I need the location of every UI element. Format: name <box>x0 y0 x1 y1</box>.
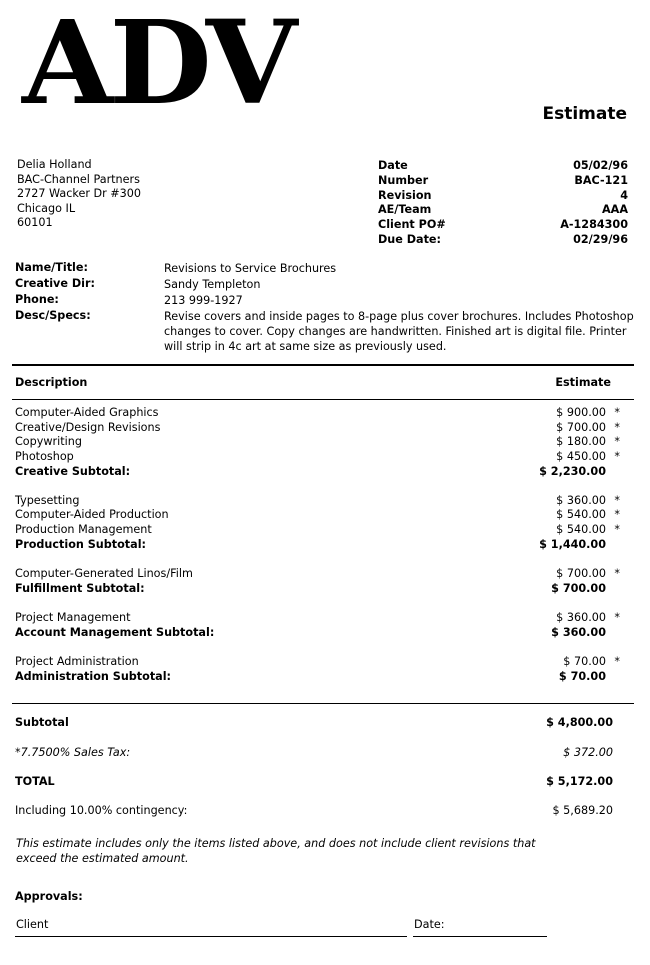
contingency-label: Including 10.00% contingency: <box>15 804 188 817</box>
meta-value: 05/02/96 <box>573 159 628 172</box>
item-description: Copywriting <box>15 435 82 448</box>
subtotal-amount: $ 2,230.00 <box>539 465 606 478</box>
item-description: Computer-Aided Production <box>15 508 169 521</box>
subtotal-amount: $ 700.00 <box>551 582 606 595</box>
subtotal-row <box>15 670 620 685</box>
meta-ae-team <box>378 202 628 217</box>
item-amount: $ 180.00 <box>556 435 606 448</box>
taxable-mark: * <box>614 406 620 419</box>
estimate-note: This estimate includes only the items listed above, and does not include client revisions that exceed the estimated amount. <box>16 837 536 865</box>
sales-tax-row <box>15 745 613 761</box>
line-item <box>15 567 620 582</box>
meta-number <box>378 173 628 188</box>
taxable-mark: * <box>614 611 620 624</box>
divider <box>12 703 634 704</box>
meta-label: Number <box>378 174 429 187</box>
line-item <box>15 655 620 670</box>
subtotal-row <box>15 465 620 480</box>
item-amount: $ 70.00 <box>563 655 606 668</box>
meta-date <box>378 158 628 173</box>
document-title: Estimate <box>542 104 627 124</box>
subtotal-label: Administration Subtotal: <box>15 670 172 683</box>
divider <box>12 399 634 400</box>
meta-value: BAC-121 <box>574 174 628 187</box>
client-address <box>17 158 141 231</box>
approvals-heading: Approvals: <box>15 890 83 903</box>
item-description: Production Management <box>15 523 152 536</box>
meta-label: Date <box>378 159 408 172</box>
info-value: Sandy Templeton <box>164 278 261 291</box>
meta-value: 4 <box>620 189 628 202</box>
client-signature-line[interactable] <box>15 918 407 937</box>
subtotal-amount: $ 1,440.00 <box>539 538 606 551</box>
line-item <box>15 523 620 538</box>
item-amount: $ 360.00 <box>556 611 606 624</box>
item-description: Creative/Design Revisions <box>15 421 161 434</box>
line-item <box>15 421 620 436</box>
item-amount: $ 700.00 <box>556 421 606 434</box>
meta-label: AE/Team <box>378 203 432 216</box>
item-description: Project Management <box>15 611 131 624</box>
meta-due-date <box>378 232 628 247</box>
item-amount: $ 450.00 <box>556 450 606 463</box>
subtotal-row <box>15 582 620 597</box>
taxable-mark: * <box>614 508 620 521</box>
line-item <box>15 508 620 523</box>
meta-value: A-1284300 <box>560 218 628 231</box>
column-header-estimate: Estimate <box>555 376 611 389</box>
total-row <box>15 774 613 790</box>
item-amount: $ 360.00 <box>556 494 606 507</box>
address-line: 60101 <box>17 216 53 230</box>
subtotal-amount: $ 4,800.00 <box>546 716 613 729</box>
line-item <box>15 435 620 450</box>
sales-tax-label: *7.7500% Sales Tax: <box>15 746 131 759</box>
item-amount: $ 540.00 <box>556 523 606 536</box>
item-amount: $ 540.00 <box>556 508 606 521</box>
contingency-row <box>15 803 613 819</box>
info-value: Revise covers and inside pages to 8-page plus cover brochures. Includes Photoshop changes to cover. Copy changes are handwritten. Finished art is digital file. Printer will strip in 4c art at same size as previously used. <box>164 310 634 353</box>
info-label: Desc/Specs: <box>15 309 91 322</box>
item-description: Project Administration <box>15 655 139 668</box>
subtotal-label: Creative Subtotal: <box>15 465 131 478</box>
company-logo: ADV <box>22 0 294 131</box>
address-line: BAC-Channel Partners <box>17 172 140 186</box>
contingency-amount: $ 5,689.20 <box>552 804 613 817</box>
address-line: Chicago IL <box>17 201 76 215</box>
date-signature-line[interactable] <box>413 918 547 937</box>
item-amount: $ 900.00 <box>556 406 606 419</box>
meta-client-po <box>378 217 628 232</box>
column-header-description: Description <box>15 376 88 389</box>
address-line: Delia Holland <box>17 158 92 171</box>
subtotal-row <box>15 715 613 731</box>
line-item <box>15 406 620 421</box>
taxable-mark: * <box>614 494 620 507</box>
sales-tax-amount: $ 372.00 <box>563 746 613 759</box>
meta-value: AAA <box>602 203 628 216</box>
item-description: Photoshop <box>15 450 74 463</box>
line-item <box>15 611 620 626</box>
meta-label: Revision <box>378 189 432 202</box>
taxable-mark: * <box>614 435 620 448</box>
info-label: Name/Title: <box>15 261 88 274</box>
line-item <box>15 494 620 509</box>
subtotal-label: Account Management Subtotal: <box>15 626 215 639</box>
total-amount: $ 5,172.00 <box>546 775 613 788</box>
subtotal-label: Fulfillment Subtotal: <box>15 582 145 595</box>
divider <box>12 364 634 366</box>
line-item <box>15 450 620 465</box>
item-amount: $ 700.00 <box>556 567 606 580</box>
meta-label: Client PO# <box>378 218 446 231</box>
subtotal-label: Subtotal <box>15 716 69 729</box>
item-description: Computer-Aided Graphics <box>15 406 159 419</box>
date-label: Date: <box>414 918 445 931</box>
client-label: Client <box>16 918 49 931</box>
meta-revision <box>378 188 628 203</box>
info-value: Revisions to Service Brochures <box>164 262 337 275</box>
info-value: 213 999-1927 <box>164 294 243 307</box>
taxable-mark: * <box>614 655 620 668</box>
subtotal-amount: $ 360.00 <box>551 626 606 639</box>
subtotal-label: Production Subtotal: <box>15 538 147 551</box>
address-line: 2727 Wacker Dr #300 <box>17 187 141 201</box>
taxable-mark: * <box>614 421 620 434</box>
taxable-mark: * <box>614 450 620 463</box>
subtotal-amount: $ 70.00 <box>558 670 606 683</box>
info-label: Phone: <box>15 293 59 306</box>
meta-label: Due Date: <box>378 233 441 246</box>
meta-value: 02/29/96 <box>573 233 628 246</box>
taxable-mark: * <box>614 567 620 580</box>
info-label: Creative Dir: <box>15 277 95 290</box>
total-label: TOTAL <box>15 775 55 788</box>
item-description: Computer-Generated Linos/Film <box>15 567 193 580</box>
subtotal-row <box>15 538 620 553</box>
taxable-mark: * <box>614 523 620 536</box>
subtotal-row <box>15 626 620 641</box>
item-description: Typesetting <box>15 494 80 507</box>
